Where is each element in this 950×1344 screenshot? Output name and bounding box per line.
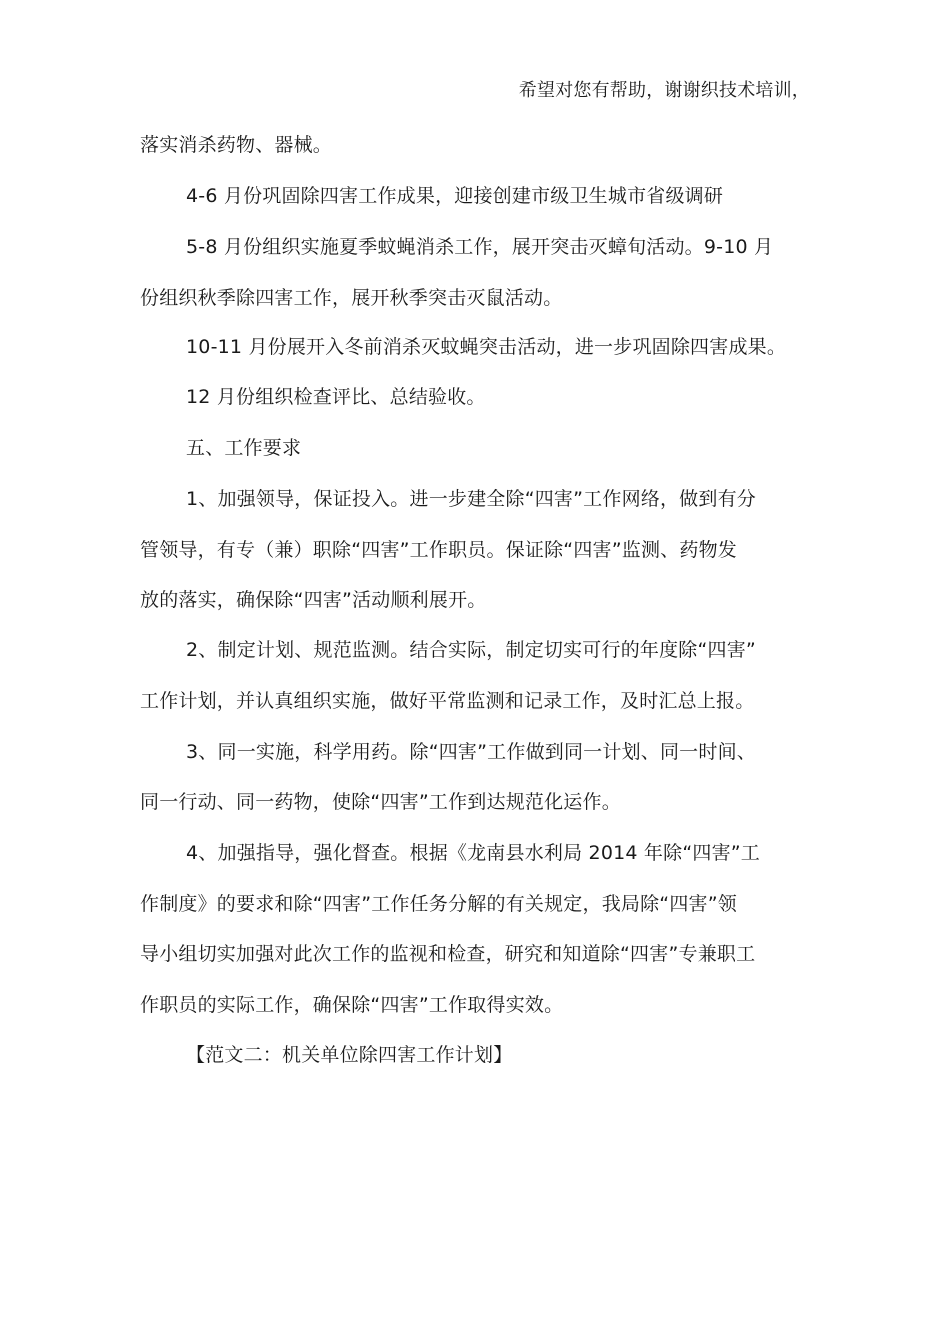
paragraph-line: 作职员的实际工作，确保除“四害”工作取得实效。 [140,994,564,1016]
paragraph-line: 作制度》的要求和除“四害”工作任务分解的有关规定，我局除“四害”领 [140,893,737,915]
paragraph-line: 4-6 月份巩固除四害工作成果，迎接创建市级卫生城市省级调研 [186,185,724,207]
paragraph-line: 放的落实，确保除“四害”活动顺利展开。 [140,589,487,611]
paragraph-line: 1、加强领导，保证投入。进一步建全除“四害”工作网络，做到有分 [186,488,756,510]
paragraph-line: 12 月份组织检查评比、总结验收。 [186,386,486,408]
paragraph-line: 落实消杀药物、器械。 [140,134,333,156]
paragraph-line: 3、同一实施，科学用药。除“四害”工作做到同一计划、同一时间、 [186,741,756,763]
paragraph-line: 管领导，有专（兼）职除“四害”工作职员。保证除“四害”监测、药物发 [140,539,737,561]
paragraph-line: 5-8 月份组织实施夏季蚊蝇消杀工作，展开突击灭蟑旬活动。9-10 月 [186,236,774,258]
section-heading: 五、工作要求 [186,437,302,459]
sample-heading: 【范文二：机关单位除四害工作计划】 [186,1044,513,1066]
paragraph-line: 工作计划，并认真组织实施，做好平常监测和记录工作，及时汇总上报。 [140,690,755,712]
paragraph-line: 份组织秋季除四害工作，展开秋季突击灭鼠活动。 [140,287,563,309]
paragraph-line: 2、制定计划、规范监测。结合实际，制定切实可行的年度除“四害” [186,639,756,661]
paragraph-line: 同一行动、同一药物，使除“四害”工作到达规范化运作。 [140,791,621,813]
paragraph-line: 10-11 月份展开入冬前消杀灭蚊蝇突击活动，进一步巩固除四害成果。 [186,336,787,358]
paragraph-line: 导小组切实加强对此次工作的监视和检查，研究和知道除“四害”专兼职工 [140,943,756,965]
paragraph-line: 4、加强指导，强化督查。根据《龙南县水利局 2014 年除“四害”工 [186,842,761,864]
header-note: 希望对您有帮助，谢谢织技术培训， [518,80,810,101]
